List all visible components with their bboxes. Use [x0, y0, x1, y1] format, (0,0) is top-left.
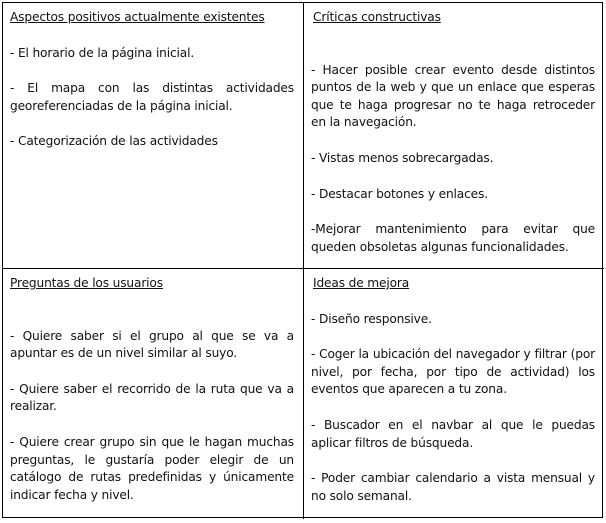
- idea-item: - Poder cambiar calendario a vista mensual y no solo semanal.: [311, 471, 595, 503]
- question-item: - Quiere saber si el grupo al que se va a apuntar es de un nivel similar al suyo.: [10, 328, 294, 361]
- constructive-criticism-cell: [304, 3, 604, 269]
- feedback-table: [2, 2, 603, 518]
- idea-item: - Buscador en el navbar al que le puedas aplicar filtros de búsqueda.: [311, 417, 595, 450]
- improvement-ideas-heading: Ideas de mejora: [313, 276, 410, 290]
- idea-item: - Diseño responsive.: [311, 311, 432, 326]
- question-item: - Quiere crear grupo sin que le hagan muchas preguntas, le gustaría poder elegir de un catálogo de rutas predefinidas y únicamente indicar fecha y nivel.: [10, 434, 294, 502]
- improvement-ideas-cell: [304, 269, 604, 519]
- constructive-criticism-heading: Críticas constructivas: [313, 10, 441, 24]
- criticism-item: - Destacar botones y enlaces.: [311, 186, 488, 201]
- idea-item: - Coger la ubicación del navegador y filtrar (por nivel, por fecha, por tipo de actividad) los eventos que aparecen a tu zona.: [311, 347, 595, 397]
- criticism-item: - Vistas menos sobrecargadas.: [311, 150, 494, 165]
- positive-aspects-cell: [3, 3, 304, 269]
- user-questions-heading: Preguntas de los usuarios: [10, 276, 163, 290]
- positive-item: - Categorización de las actividades: [10, 134, 218, 149]
- criticism-item: - Hacer posible crear evento desde distintos puntos de la web y que un enlace que esperas que te haga progresar no te haga retroceder en la navegación.: [311, 62, 595, 130]
- criticism-item: -Mejorar mantenimiento para evitar que queden obsoletas algunas funcionalidades.: [311, 222, 595, 254]
- user-questions-cell: [3, 269, 304, 519]
- positive-aspects-heading: Aspectos positivos actualmente existentes: [10, 10, 265, 24]
- positive-item: - El mapa con las distintas actividades georeferenciadas de la página inicial.: [10, 81, 294, 113]
- question-item: - Quiere saber el recorrido de la ruta que va a realizar.: [10, 381, 294, 414]
- positive-item: - El horario de la página inicial.: [10, 45, 195, 60]
